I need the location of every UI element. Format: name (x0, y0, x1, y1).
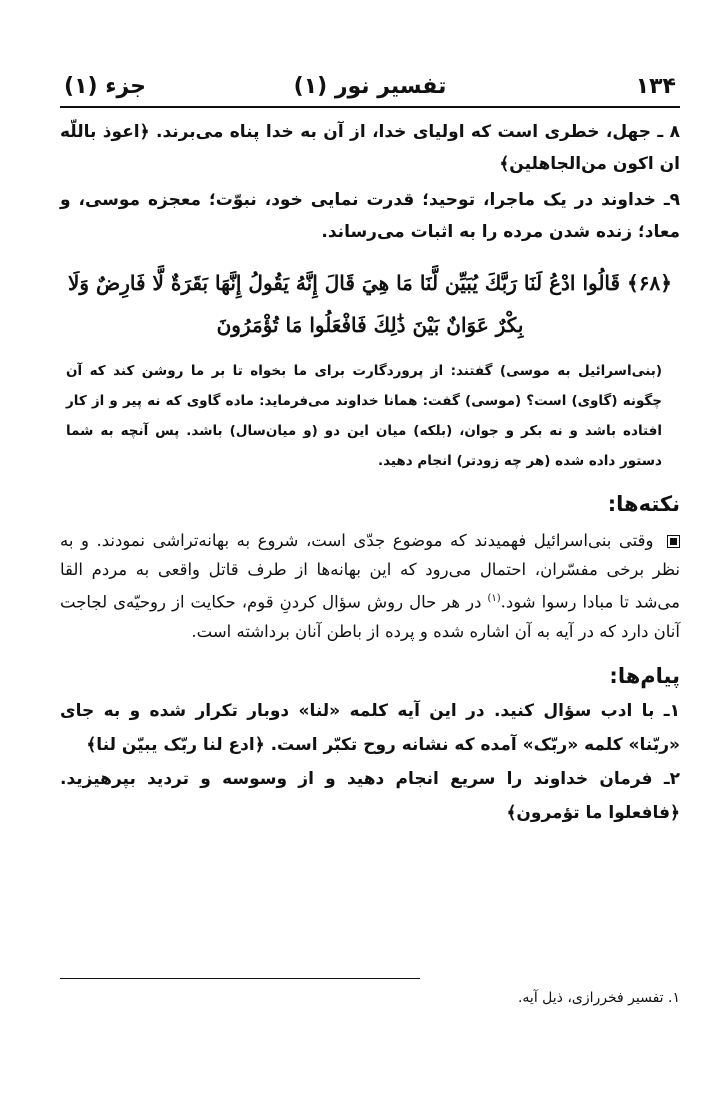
messages-title: پیام‌ها: (609, 663, 680, 688)
list-item (60, 762, 680, 830)
note-text: وقتی بنی‌اسرائیل فهمیدند که موضوع جدّی است، شروع به بهانه‌تراشی نمودند. و به نظر برخی مفسّران، احتمال می‌رود که این بهانه‌ها از طرف قاتل واقعی به مردم القا می‌شد تا مبادا رسوا شود. (60, 531, 680, 612)
square-bullet-icon (667, 535, 680, 548)
item-text: خداوند در یک ماجرا، توحید؛ قدرت نمایی خود، نبوّت؛ معجزه موسی، و معاد؛ زنده شدن مرده را به اثبات می‌رساند. (60, 190, 680, 242)
verse-translation: (بنی‌اسرائیل به موسی) گفتند: از پروردگارت برای ما بخواه تا بر ما روشن کند که آن چگونه (گاوی) است؟ (موسی) گفت: همانا خداوند می‌فرماید: ماده گاوی که نه پیر و از کار افتاده باشد و نه بکر و جوان، (بلکه) میان این دو (و میان‌سال) باشد. پس آنچه به شما دستور داده شده (هر چه زودتر) انجام دهید. (66, 363, 662, 469)
list-item (60, 184, 680, 248)
page (60, 70, 681, 1006)
verse-text: قَالُوا ادْعُ لَنَا رَبَّكَ يُبَيِّن لَّنَا مَا هِيَ قَالَ إِنَّهُ يَقُولُ إِنَّهَا بَقَرَةٌ لَّا فَارِضٌ وَلَا بِكْرٌ عَوَانٌ بَيْنَ ذَٰلِكَ فَافْعَلُوا مَا تُؤْمَرُونَ (68, 271, 621, 337)
notes-title: نکته‌ها: (607, 492, 680, 516)
verse-number: ﴿۶۸﴾ (627, 271, 672, 295)
note-paragraph (60, 526, 680, 646)
list-item (60, 694, 680, 762)
footnote-ref: (۱) (487, 593, 501, 604)
footnote-divider (60, 978, 420, 979)
item-text: با ادب سؤال کنید. در این آیه کلمه «لنا» دوبار تکرار شده و به جای «ربّنا» کلمه «ربّک» آمده که نشانه روح تکبّر است. ﴿ادع لنا ربّک یبیّن لنا﴾ (60, 700, 680, 755)
part-label: جزء (۱) (64, 74, 147, 99)
item-text: فرمان خداوند را سریع انجام دهید و از وسوسه و تردید بپرهیزید. ﴿فافعلوا ما تؤمرون﴾ (60, 768, 680, 823)
item-text: جهل، خطری است که اولیای خدا، از آن به خدا پناه می‌برند. ﴿اعوذ باللّه ان اکون من‌الجاهلین﴾ (60, 122, 680, 174)
quran-verse (60, 262, 680, 346)
item-number: ۸ ـ (657, 122, 680, 142)
page-number: ۱۳۴ (635, 74, 676, 99)
item-number: ۲ـ (663, 768, 681, 789)
note-text-continued: در هر حال روش سؤال کردنِ قوم، حکایت از روحیّه‌ی لجاجت آنان دارد که در آیه به آن اشاره شده و پرده از باطن آنان برداشته است. (60, 592, 680, 641)
footnote: ۱. تفسیر فخررازی، ذیل آیه. (517, 990, 680, 1006)
item-number: ۹ـ (663, 190, 681, 210)
list-item (60, 116, 680, 180)
item-number: ۱ـ (663, 700, 680, 721)
book-title: تفسیر نور (۱) (293, 74, 447, 99)
page-header (60, 70, 680, 108)
